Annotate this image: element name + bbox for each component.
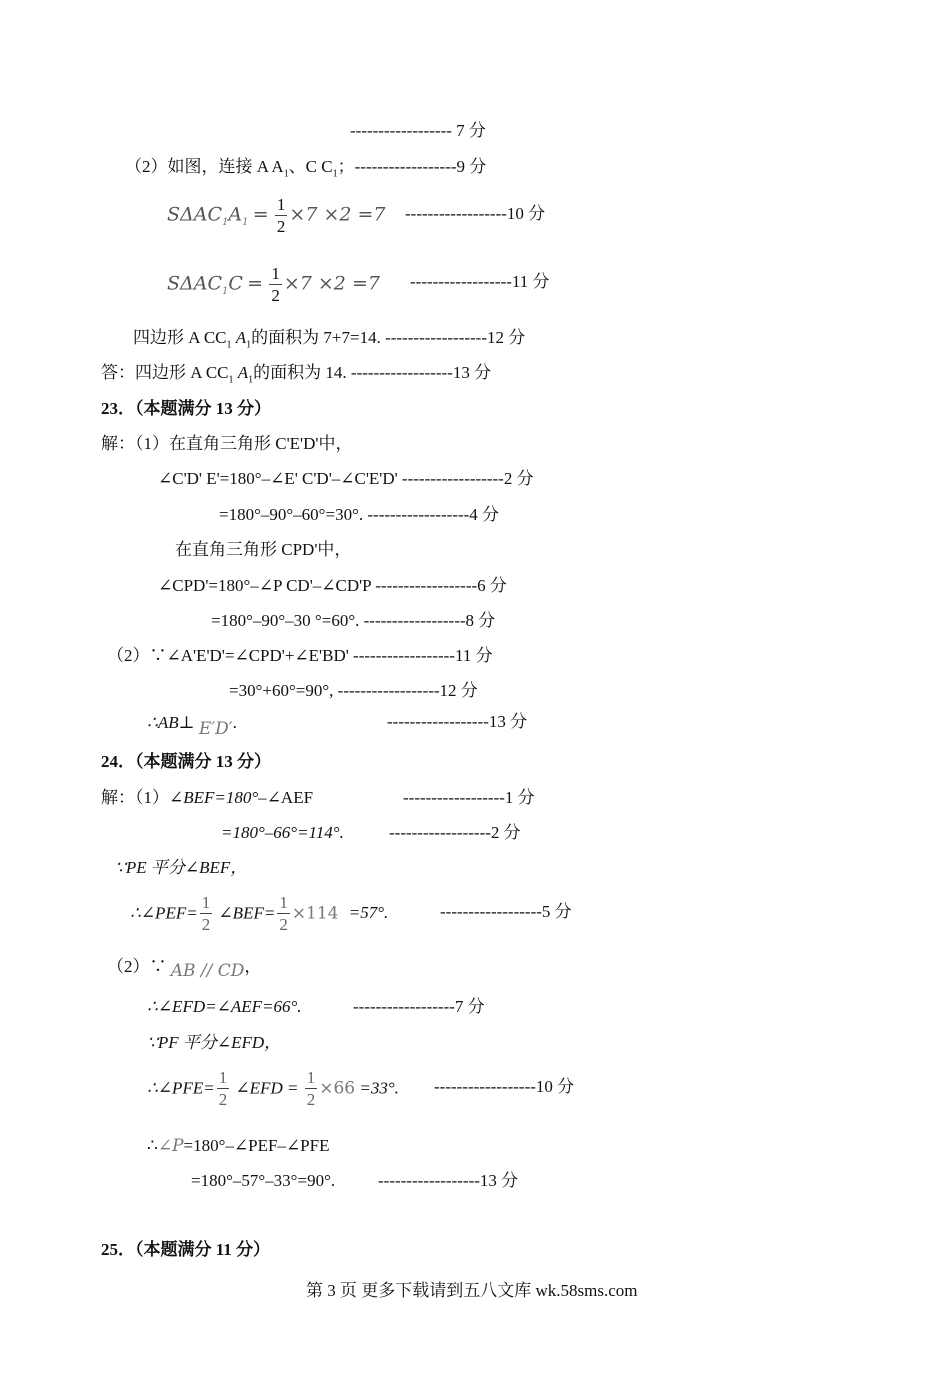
score-line-1: ------------------1 分 [403,788,535,807]
q23-step-5: ∠CPD'=180°–∠P CD'–∠CD'P ------------------6 分 [158,576,507,595]
q23-step-8: =30°+60°=90°, ------------------12 分 [229,681,478,700]
fraction-half: $\frac{1}{2}$ [201,893,211,934]
fraction-half: $\frac{1}{2}$ [279,893,288,934]
q23-step-2: ∠C'D' E'=180°–∠E' C'D'–∠C'E'D' ------------------2 分 [158,469,534,488]
q24-step-7: ∵PF 平分∠EFD， [147,1033,282,1052]
q23-step-1: 解：（1）在直角三角形 C'E'D'中， [101,434,353,453]
q24-step-8: ∴∠PFE= $\frac{1}{2}$ ∠EFD = $\frac{1}{2}$ ×66 =33°. [147,1068,399,1109]
q23-step-7: （2）∵∠A'E'D'=∠CPD'+∠E'BD' ------------------11 分 [107,646,493,665]
q24-step-1: 解：（1）∠BEF=180°–∠AEF [101,788,314,807]
question-23-heading: 23．（本题满分 13 分） [101,399,271,418]
page-footer: 第 3 页 更多下载请到五八文库 wk.58sms.com [306,1281,638,1300]
q24-step-6: ∴∠EFD=∠AEF=66°. [147,997,302,1016]
q24-step-9: ∴∠P=180°–∠PEF–∠PFE [147,1136,330,1156]
question-24-heading: 24．（本题满分 13 分） [101,752,271,771]
fraction-half: $\frac{1}{2}$ [306,1068,316,1109]
formula-area-1: $S\Delta AC_1A_1$ = $\frac{1}{2}$ ×7 ×2 =7 [167,195,386,236]
q24-part2-given: （2）∵ AB // CD， [107,957,262,981]
score-line-5: ------------------5 分 [440,902,572,921]
q24-step-4: ∴∠PEF= $\frac{1}{2}$ ∠BEF= $\frac{1}{2}$ ×114 =57°. [130,893,389,934]
score-line-7b: ------------------7 分 [353,997,485,1016]
q23-step-6: =180°–90°–30 °=60°. ------------------8 分 [211,611,496,630]
q24-step-10: =180°–57°–33°=90°. [191,1171,336,1190]
fraction-half: $\frac{1}{2}$ [271,264,280,305]
score-line-13b: ------------------13 分 [378,1171,519,1190]
fraction-half: $\frac{1}{2}$ [276,195,286,236]
q23-step-3: =180°–90°–60°=30°. ------------------4 分 [219,505,500,524]
score-line-2: ------------------2 分 [389,823,521,842]
formula-area-2: $S\Delta AC_1C$ = $\frac{1}{2}$ ×7 ×2 =7 [167,264,380,305]
answer-line: 答：四边形 A $CC_1$ $A_1$的面积为 14. ------------------13 分 [101,363,492,386]
q24-step-2: =180°–66°=114°. [221,823,344,842]
score-line-13a: ------------------13 分 [387,712,528,731]
question-25-heading: 25．（本题满分 11 分） [101,1240,271,1259]
score-line-11: ------------------11 分 [410,272,550,291]
q24-step-3: ∵PE 平分∠BEF， [115,858,248,877]
quadrilateral-area-line: 四边形 A $CC_1$ $A_1$的面积为 7+7=14. ------------------12 分 [133,328,526,351]
q23-step-9: ∴AB⊥ E′D′. [147,713,237,739]
score-line-7: ------------------ 7 分 [350,121,486,140]
q23-step-4: 在直角三角形 CPD'中， [175,540,352,559]
score-line-10b: ------------------10 分 [434,1077,575,1096]
part2-connect-line: （2）如图，连接 A $A_1$、C $C_1$；------------------9 分 [125,157,487,180]
score-line-10: ------------------10 分 [405,204,546,223]
fraction-half: $\frac{1}{2}$ [218,1068,228,1109]
